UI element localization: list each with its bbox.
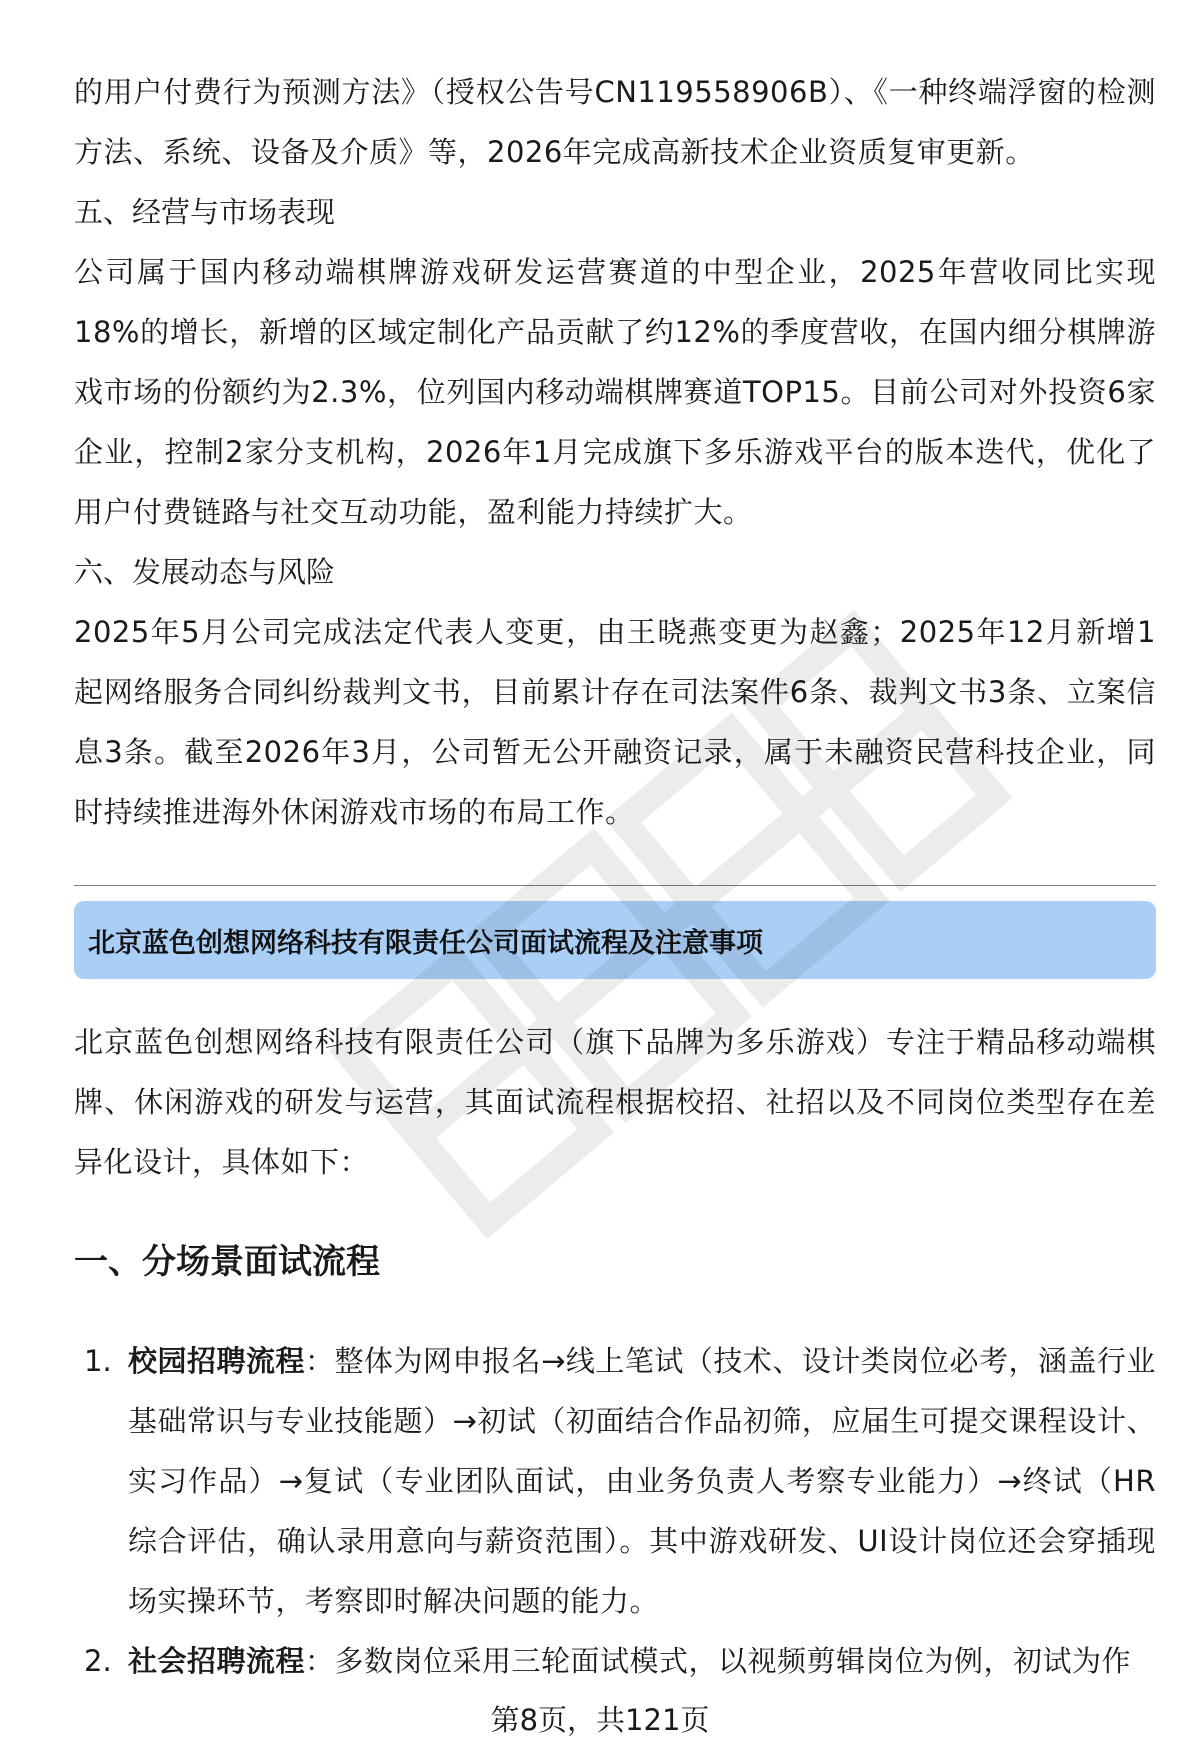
heading-business-performance: 五、经营与市场表现 (74, 195, 336, 229)
upper-section (74, 62, 1156, 842)
list-item (74, 1631, 1156, 1691)
section-title: 一、分场景面试流程 (74, 1242, 380, 1282)
list-item-text: ：整体为网申报名→线上笔试（技术、设计类岗位必考，涵盖行业基础常识与专业技能题）→初试（初面结合作品初筛，应届生可提交课程设计、实习作品）→复试（专业团队面试，由业务负责人考察专业能力）→终试（HR综合评估，确认录用意向与薪资范围）。其中游戏研发、UI设计岗位还会穿插现场实操环节，考察即时解决问题的能力。 (128, 1344, 1156, 1618)
paragraph-patents-continued: 的用户付费行为预测方法》（授权公告号CN119558906B）、《一种终端浮窗的检测方法、系统、设备及介质》等，2026年完成高新技术企业资质复审更新。 (74, 75, 1156, 169)
section-banner (74, 901, 1156, 979)
heading-development-risk: 六、发展动态与风险 (74, 555, 336, 589)
intro-paragraph: 北京蓝色创想网络科技有限责任公司（旗下品牌为多乐游戏）专注于精品移动端棋牌、休闲游戏的研发与运营，其面试流程根据校招、社招以及不同岗位类型存在差异化设计，具体如下： (74, 1025, 1156, 1179)
list-item-label: 校园招聘流程 (128, 1344, 306, 1378)
paragraph-business-performance: 公司属于国内移动端棋牌游戏研发运营赛道的中型企业，2025年营收同比实现18%的增长，新增的区域定制化产品贡献了约12%的季度营收，在国内细分棋牌游戏市场的份额约为2.3%，位列国内移动端棋牌赛道TOP15。目前公司对外投资6家企业，控制2家分支机构，2026年1月完成旗下多乐游戏平台的版本迭代，优化了用户付费链路与社交互动功能，盈利能力持续扩大。 (74, 255, 1156, 529)
list-item (74, 1331, 1156, 1631)
list-number: 2. (84, 1644, 112, 1678)
paragraph-development-risk: 2025年5月公司完成法定代表人变更，由王晓燕变更为赵鑫；2025年12月新增1起网络服务合同纠纷裁判文书，目前累计存在司法案件6条、裁判文书3条、立案信息3条。截至2026年3月，公司暂无公开融资记录，属于未融资民营科技企业，同时持续推进海外休闲游戏市场的布局工作。 (74, 615, 1156, 829)
list-number: 1. (84, 1344, 112, 1378)
list-item-text: ：多数岗位采用三轮面试模式，以视频剪辑岗位为例，初试为作 (305, 1644, 1132, 1678)
list-item-label: 社会招聘流程 (128, 1644, 306, 1678)
banner-title: 北京蓝色创想网络科技有限责任公司面试流程及注意事项 (88, 927, 763, 959)
section-divider (74, 885, 1156, 886)
interview-process-list (74, 1331, 1156, 1691)
page-footer: 第8页，共121页 (490, 1703, 710, 1737)
